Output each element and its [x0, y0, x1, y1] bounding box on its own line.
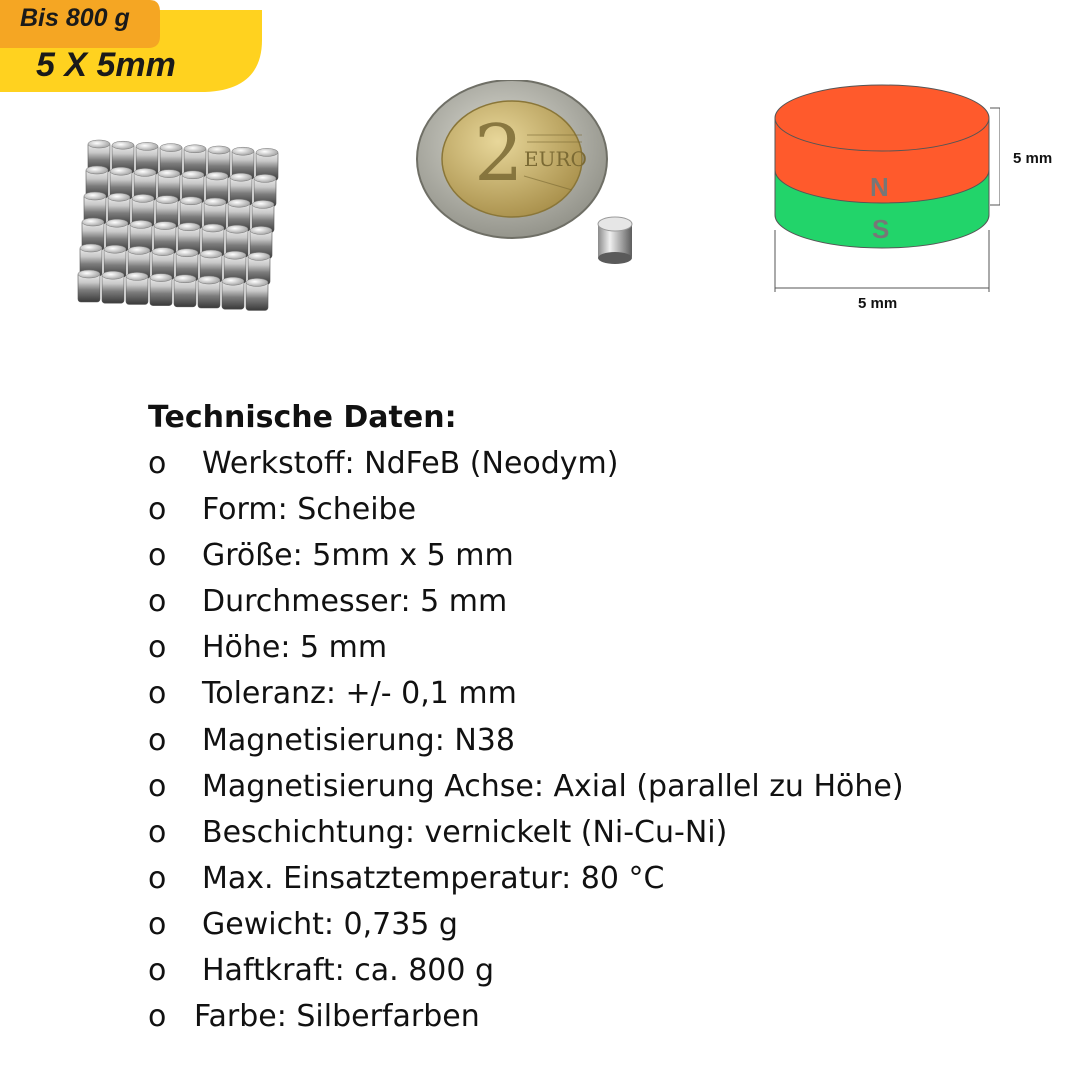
spec-item	[148, 441, 1048, 487]
coin-comparison-image	[412, 80, 642, 270]
spec-text: Beschichtung: vernickelt (Ni-Cu-Ni)	[202, 814, 728, 850]
spec-item	[148, 487, 1048, 533]
spec-item	[148, 902, 1048, 948]
bullet-marker: o	[148, 584, 167, 620]
bullet-marker: o	[148, 630, 167, 666]
badge-weight-label: Bis 800 g	[20, 4, 130, 32]
bullet-marker: o	[148, 538, 167, 574]
bullet-marker: o	[148, 676, 167, 712]
spec-item	[148, 671, 1048, 717]
spec-item	[148, 856, 1048, 902]
spec-item	[148, 764, 1048, 810]
technical-data-section	[148, 395, 1048, 1040]
bullet-marker: o	[148, 814, 167, 850]
bullet-marker: o	[148, 999, 167, 1035]
north-pole-label: N	[870, 172, 889, 202]
spec-text: Werkstoff: NdFeB (Neodym)	[202, 446, 619, 481]
spec-text: Toleranz: +/- 0,1 mm	[202, 676, 517, 712]
coin-denomination: 2	[474, 109, 524, 199]
spec-text: Form: Scheibe	[202, 492, 417, 528]
spec-item	[148, 810, 1048, 856]
spec-item	[148, 948, 1048, 994]
diameter-label: 5 mm	[858, 295, 898, 312]
bullet-marker: o	[148, 953, 167, 989]
spec-list	[148, 441, 1048, 1040]
spec-item	[148, 533, 1048, 579]
spec-text: Magnetisierung: N38	[202, 722, 515, 758]
spec-item	[148, 718, 1048, 764]
spec-item	[148, 994, 1048, 1040]
spec-text: Gewicht: 0,735 g	[202, 906, 458, 942]
bullet-marker: o	[148, 446, 167, 481]
weight-size-badge	[0, 0, 262, 92]
bullet-marker: o	[148, 768, 167, 804]
height-label: 5 mm	[1013, 150, 1053, 167]
spec-item	[148, 625, 1048, 671]
coin-brand: EURO	[524, 147, 587, 171]
magnet-stack-image	[70, 128, 290, 323]
spec-item	[148, 579, 1048, 625]
bullet-marker: o	[148, 906, 167, 942]
magnet-dimension-diagram	[760, 70, 1080, 330]
spec-text: Haftkraft: ca. 800 g	[202, 953, 495, 989]
spec-text: Größe: 5mm x 5 mm	[202, 538, 514, 574]
spec-text: Magnetisierung Achse: Axial (parallel zu Höhe)	[202, 768, 904, 804]
bullet-marker: o	[148, 492, 167, 528]
spec-text: Max. Einsatztemperatur: 80 °C	[202, 860, 665, 896]
spec-text: Farbe: Silberfarben	[194, 999, 480, 1035]
bullet-marker: o	[148, 722, 167, 758]
spec-text: Durchmesser: 5 mm	[202, 584, 508, 620]
bullet-marker: o	[148, 860, 167, 896]
specs-title: Technische Daten:	[148, 400, 457, 435]
south-pole-label: S	[872, 214, 890, 244]
spec-text: Höhe: 5 mm	[202, 630, 388, 666]
badge-size-label: 5 X 5mm	[36, 46, 176, 84]
